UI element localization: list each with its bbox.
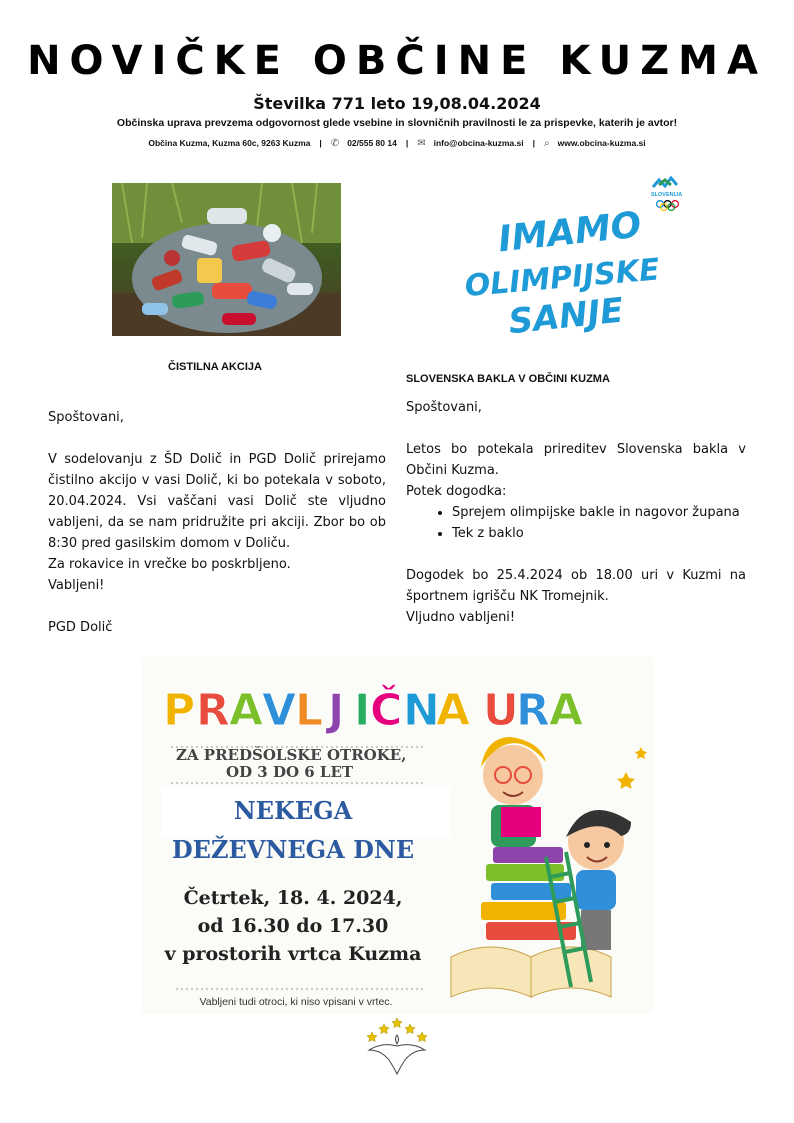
poster-title-letter: A (229, 685, 264, 736)
contact-email[interactable]: info@obcina-kuzma.si (433, 138, 524, 148)
plastic-waste-illustration (112, 183, 341, 336)
poster-title-letter: J (328, 685, 345, 736)
kids-reading-illustration (451, 737, 647, 997)
cleanup-body: V sodelovanju z ŠD Dolič in PGD Dolič prirejamo čistilno akcijo v vasi Dolič, ki bo potekala v soboto, 20.04.2024. Vsi vaščani vasi Dolič ste vljudno vabljeni, da se nam pridružite pri akciji. Zbor bo ob 8:30 pred gasilskim domom v Doliču. (48, 452, 386, 551)
dove-stars-icon (362, 1016, 432, 1076)
plastic-waste-photo (112, 183, 341, 336)
disclaimer: Občinska uprava prevzema odgovornost glede vsebine in slovničnih pravilnosti le za prispevke, katerih je avtor! (116, 117, 678, 129)
slovenija-badge: SLOVENIJA (651, 192, 683, 198)
olympic-dreams-graphic (460, 172, 692, 337)
torch-closing: Vljudno vabljeni! (406, 610, 516, 625)
poster-story-1: NEKEGA (233, 796, 353, 825)
contact-website[interactable]: www.obcina-kuzma.si (557, 138, 646, 148)
torch-heading: SLOVENSKA BAKLA V OBČINI KUZMA (406, 373, 610, 385)
cleanup-article (48, 407, 386, 638)
separator: | (319, 138, 322, 148)
torch-details: Dogodek bo 25.4.2024 ob 18.00 uri v Kuzmi na športnem igrišču NK Tromejnik. (406, 568, 746, 604)
cleanup-signature: PGD Dolič (48, 620, 113, 635)
torch-agenda-list (406, 502, 746, 544)
poster-time: od 16.30 do 17.30 (197, 915, 389, 937)
poster-subtitle-2: OD 3 DO 6 LET (226, 763, 354, 781)
mail-icon: ✉ (417, 138, 426, 149)
cleanup-welcome: Vabljeni! (48, 578, 105, 593)
poster-title-letter: R (196, 685, 230, 736)
cleanup-gloves: Za rokavice in vrečke bo poskrbljeno. (48, 557, 291, 572)
poster-title-letter: A (549, 685, 584, 736)
poster-story-2: DEŽEVNEGA DNE (171, 835, 415, 864)
poster-title-letter: A (436, 685, 471, 736)
phone-icon: ✆ (330, 138, 340, 149)
torch-intro: Letos bo potekala prireditev Slovenska bakla v Občini Kuzma. (406, 442, 746, 478)
poster-title-letter: R (516, 685, 550, 736)
poster-title-letter: U (483, 685, 519, 736)
issue-number: Številka 771 leto 19,08.04.2024 (253, 94, 541, 113)
poster-title-letter: V (262, 685, 297, 736)
separator: | (532, 138, 535, 148)
poster-title-letter: L (295, 685, 324, 736)
contact-line (0, 138, 794, 149)
contact-phone: 02/555 80 14 (347, 138, 397, 148)
poster-title-letter: P (163, 685, 196, 736)
web-icon: ⌕ (544, 138, 550, 149)
logo-line-2: OLIMPIJSKE (463, 252, 661, 305)
municipality-emblem (362, 1016, 432, 1076)
poster-place: v prostorih vrtca Kuzma (164, 943, 422, 965)
cleanup-greeting: Spoštovani, (48, 410, 124, 425)
poster-footer: Vabljeni tudi otroci, ki niso vpisani v vrtec. (199, 996, 393, 1008)
torch-agenda-label: Potek dogodka: (406, 484, 507, 499)
story-hour-graphic (141, 657, 653, 1014)
olympic-dreams-logo (460, 172, 692, 337)
poster-subtitle-1: ZA PREDŠOLSKE OTROKE, (176, 746, 407, 764)
poster-date: Četrtek, 18. 4. 2024, (183, 887, 403, 909)
cleanup-heading: ČISTILNA AKCIJA (168, 361, 262, 373)
story-hour-poster (141, 657, 653, 1014)
torch-greeting: Spoštovani, (406, 400, 482, 415)
separator: | (405, 138, 409, 148)
olympic-rings-icon (657, 201, 679, 211)
poster-title-letter: Č (370, 685, 403, 736)
list-item: • Tek z baklo (452, 523, 746, 544)
logo-line-3: SANJE (506, 290, 626, 337)
contact-address: Občina Kuzma, Kuzma 60c, 9263 Kuzma (148, 138, 311, 148)
poster-title-letter: I (354, 685, 371, 736)
list-item: • Sprejem olimpijske bakle in nagovor župana (452, 502, 746, 523)
logo-line-1: IMAMO (496, 204, 644, 261)
newsletter-title: NOVIČKE OBČINE KUZMA (27, 38, 767, 84)
torch-article (406, 397, 746, 628)
poster-title-letter: N (403, 685, 440, 736)
